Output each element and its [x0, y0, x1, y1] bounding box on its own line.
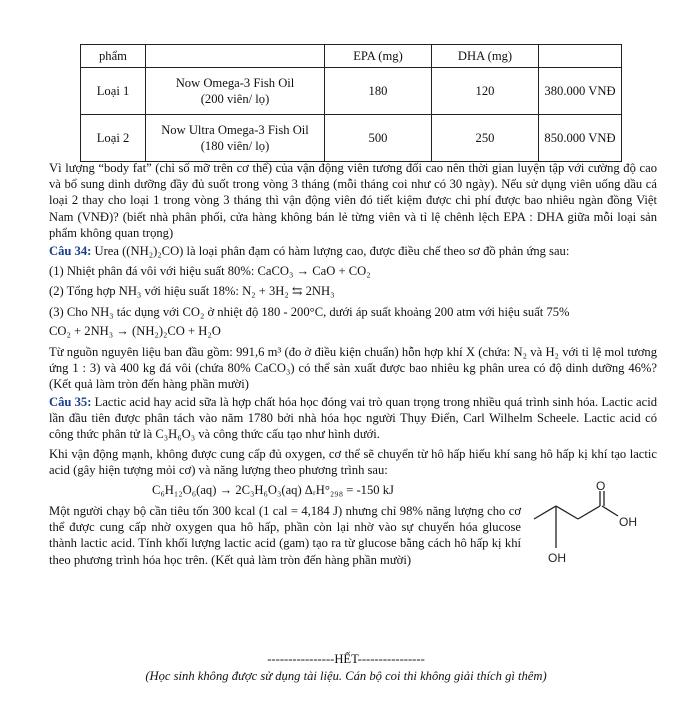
epa-value: 500 [325, 115, 432, 162]
table-header-cell: phẩm [81, 45, 146, 68]
question-34-body: Từ nguồn nguyên liệu ban đầu gồm: 991,6 m³ (đo ở điều kiện chuẩn) hỗn hợp khí X (chứa: N₂ và H₂ với tỉ lệ mol tương ứng 1 : 3) và 400 kg đá vôi (chứa 80% CaCO₃) có thể sản xuất được bao nhiêu kg phân urea có độ dinh dưỡng 46%? (Kết quả làm tròn đến hàng phần mười) [49, 345, 657, 392]
price-value: 380.000 VNĐ [539, 68, 622, 115]
lactic-acid-structure-diagram [526, 480, 646, 575]
product-name-line1: Now Omega-3 Fish Oil [175, 76, 295, 90]
table-header-cell: DHA (mg) [432, 45, 539, 68]
question-35-intro-text: Lactic acid hay acid sữa là hợp chất hóa học đóng vai trò quan trọng trong nhiều quá trình sinh hóa. Lactic acid lần đầu tiên được phân tách vào năm 1780 bởi nhà hóa học người Thụy Điển, Carl Wilhelm Scheele. Lactic acid có công thức phân tử là C₃H₆O₃ và công thức cấu tạo như hình dưới. [49, 395, 657, 442]
question-34-label: Câu 34: [49, 244, 92, 258]
product-type: Loại 1 [81, 68, 146, 115]
end-marker: ----------------HẾT---------------- [267, 652, 425, 666]
bond [556, 506, 578, 519]
question-33-body: Vì lượng “body fat” (chỉ số mỡ trên cơ thể) của vận động viên tương đối cao nên thời gian luyện tập với cường độ cao và bổ sung dinh dưỡng đầy đủ suốt trong vòng 3 tháng (mỗi tháng coi như có 30 ngày). Nếu sử dụng viên uống dầu cá loại 2 thay cho loại 1 trong vòng 3 tháng thì vận động viên đó tiết kiệm được chi phí được bao nhiêu ngàn đồng Việt Nam (VNĐ)? (biết nhà phân phối, cửa hàng không bán lẻ từng viên và tỉ lệ chênh lệch EPA : DHA giữa mỗi loại sản phẩm không quan trọng) [49, 161, 657, 240]
dha-value: 120 [432, 68, 539, 115]
bond [534, 506, 556, 519]
reaction-step-2: (2) Tổng hợp NH₃ với hiệu suất 18%: N₂ + 3H₂ ⇆ 2NH₃ [49, 284, 335, 298]
reaction-step-3-equation: CO₂ + 2NH₃ → (NH₂)₂CO + H₂O [49, 324, 221, 338]
bond [578, 506, 600, 519]
question-35-label: Câu 35: [49, 395, 92, 409]
table-header-cell [146, 45, 325, 68]
question-35-question: Một người chạy bộ cần tiêu tốn 300 kcal (1 cal = 4,184 J) nhưng chỉ 98% năng lượng cho cơ thể được cung cấp nhờ oxygen qua hô hấp, phần còn lại nhờ vào sự chuyển hóa glucose thành lactic acid. Tính khối lượng lactic acid (gam) tạo ra từ glucose bằng cách hô hấp kị khí theo phương trình hóa học trên. (Kết quả làm tròn đến hàng phần mười) [49, 504, 521, 567]
table-header-cell [539, 45, 622, 68]
table-header-cell: EPA (mg) [325, 45, 432, 68]
question-35-intro [49, 394, 657, 443]
product-name [146, 115, 325, 162]
price-value: 850.000 VNĐ [539, 115, 622, 162]
epa-value: 180 [325, 68, 432, 115]
table-row [81, 115, 622, 162]
product-type: Loại 2 [81, 115, 146, 162]
hydroxyl-label: OH [548, 551, 566, 565]
product-table [80, 44, 622, 162]
question-34-intro [49, 243, 657, 259]
dha-value: 250 [432, 115, 539, 162]
product-name-line1: Now Ultra Omega-3 Fish Oil [161, 123, 309, 137]
product-name [146, 68, 325, 115]
hydroxyl-label: OH [619, 515, 637, 529]
reaction-equation: C₆H₁₂O₆(aq) → 2C₃H₆O₃(aq) ΔᵣH°₂₉₈ = -150 kJ [152, 483, 394, 497]
product-name-line2: (180 viên/ lọ) [200, 139, 270, 153]
question-34-intro-text: Urea ((NH₂)₂CO) là loại phân đạm có hàm lượng cao, được điều chế theo sơ đồ phản ứng sau: [94, 244, 570, 258]
question-35-body: Khi vận động mạnh, không được cung cấp đủ oxygen, cơ thể sẽ chuyển từ hô hấp hiếu khí sang hô hấp kị khí tạo lactic acid (gây hiện tượng mỏi cơ) và năng lượng theo phương trình sau: [49, 447, 657, 478]
table-row [81, 68, 622, 115]
table-header-row [81, 45, 622, 68]
bond [602, 506, 618, 516]
reaction-step-3: (3) Cho NH₃ tác dụng với CO₂ ở nhiệt độ 180 - 200°C, dưới áp suất khoảng 200 atm với hiệu suất 75% [49, 305, 570, 319]
exam-note: (Học sinh không được sử dụng tài liệu. Cán bộ coi thi không giải thích gì thêm) [145, 669, 547, 683]
product-name-line2: (200 viên/ lọ) [200, 92, 270, 106]
oxygen-label: O [596, 480, 606, 493]
reaction-step-1: (1) Nhiệt phân đá vôi với hiệu suất 80%: CaCO₃ → CaO + CO₂ [49, 264, 371, 278]
